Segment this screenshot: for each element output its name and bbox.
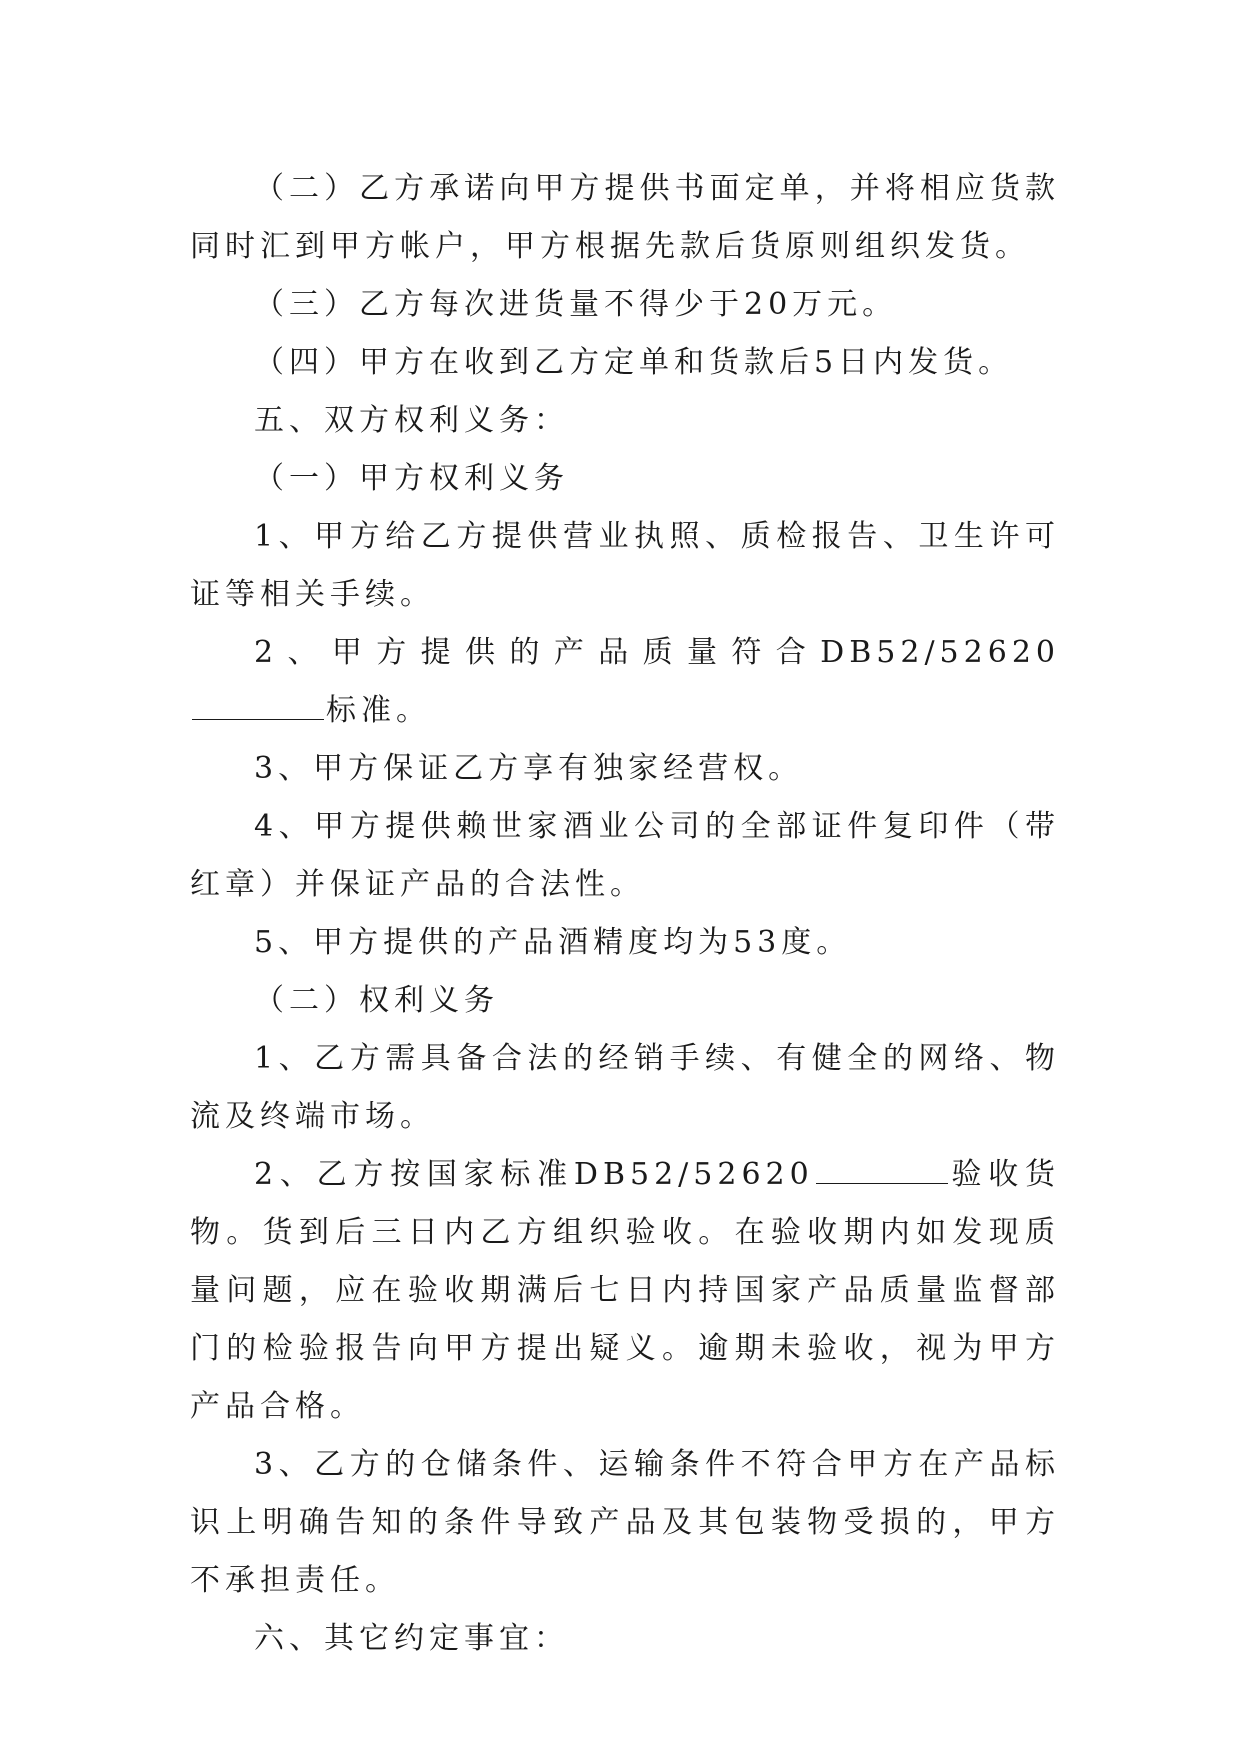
section-heading-rights-obligations: 五、双方权利义务： bbox=[254, 403, 569, 438]
paragraph-minimum-order: （三）乙方每次进货量不得少于20万元。 bbox=[254, 287, 898, 322]
paragraph-party-a-item-4: 4、甲方提供赖世家酒业公司的全部证件复印件（带红章）并保证产品的合法性。 bbox=[190, 809, 1060, 902]
paragraph-ordering-and-payment: （二）乙方承诺向甲方提供书面定单，并将相应货款同时汇到甲方帐户，甲方根据先款后货原则组织发货。 bbox=[190, 171, 1060, 264]
paragraph-party-b-item-2-rest: 验收货物。货到后三日内乙方组织验收。在验收期内如发现质量问题，应在验收期满后七日内持国家产品质量监督部门的检验报告向甲方提出疑义。逾期未验收，视为甲方产品合格。 bbox=[190, 1157, 1061, 1424]
paragraph-party-a-item-1: 1、甲方给乙方提供营业执照、质检报告、卫生许可证等相关手续。 bbox=[190, 519, 1060, 612]
document-body bbox=[190, 160, 1060, 1668]
paragraph-party-b-item-3: 3、乙方的仓储条件、运输条件不符合甲方在产品标识上明确告知的条件导致产品及其包装物受损的，甲方不承担责任。 bbox=[190, 1447, 1060, 1598]
paragraph-party-b-item-2 bbox=[190, 1146, 1060, 1436]
paragraph-party-b-item-2-text: 2、乙方按国家标准DB52/52620 bbox=[254, 1157, 814, 1192]
section-heading-other-matters: 六、其它约定事宜： bbox=[254, 1621, 569, 1656]
subsection-heading-party-a: （一）甲方权利义务 bbox=[254, 461, 569, 496]
paragraph-party-a-item-2-suffix: 标准。 bbox=[326, 693, 431, 728]
paragraph-party-a-item-2 bbox=[190, 624, 1060, 740]
fill-in-blank bbox=[816, 1155, 948, 1184]
paragraph-party-a-item-2-text: 2、甲方提供的产品质量符合DB52/52620 bbox=[254, 635, 1060, 670]
paragraph-delivery-time: （四）甲方在收到乙方定单和货款后5日内发货。 bbox=[254, 345, 1014, 380]
subsection-heading-party-b: （二）权利义务 bbox=[254, 983, 499, 1018]
paragraph-party-a-item-3: 3、甲方保证乙方享有独家经营权。 bbox=[254, 751, 804, 786]
paragraph-party-b-item-1: 1、乙方需具备合法的经销手续、有健全的网络、物流及终端市场。 bbox=[190, 1041, 1060, 1134]
fill-in-blank bbox=[192, 691, 324, 720]
paragraph-party-a-item-5: 5、甲方提供的产品酒精度均为53度。 bbox=[254, 925, 852, 960]
